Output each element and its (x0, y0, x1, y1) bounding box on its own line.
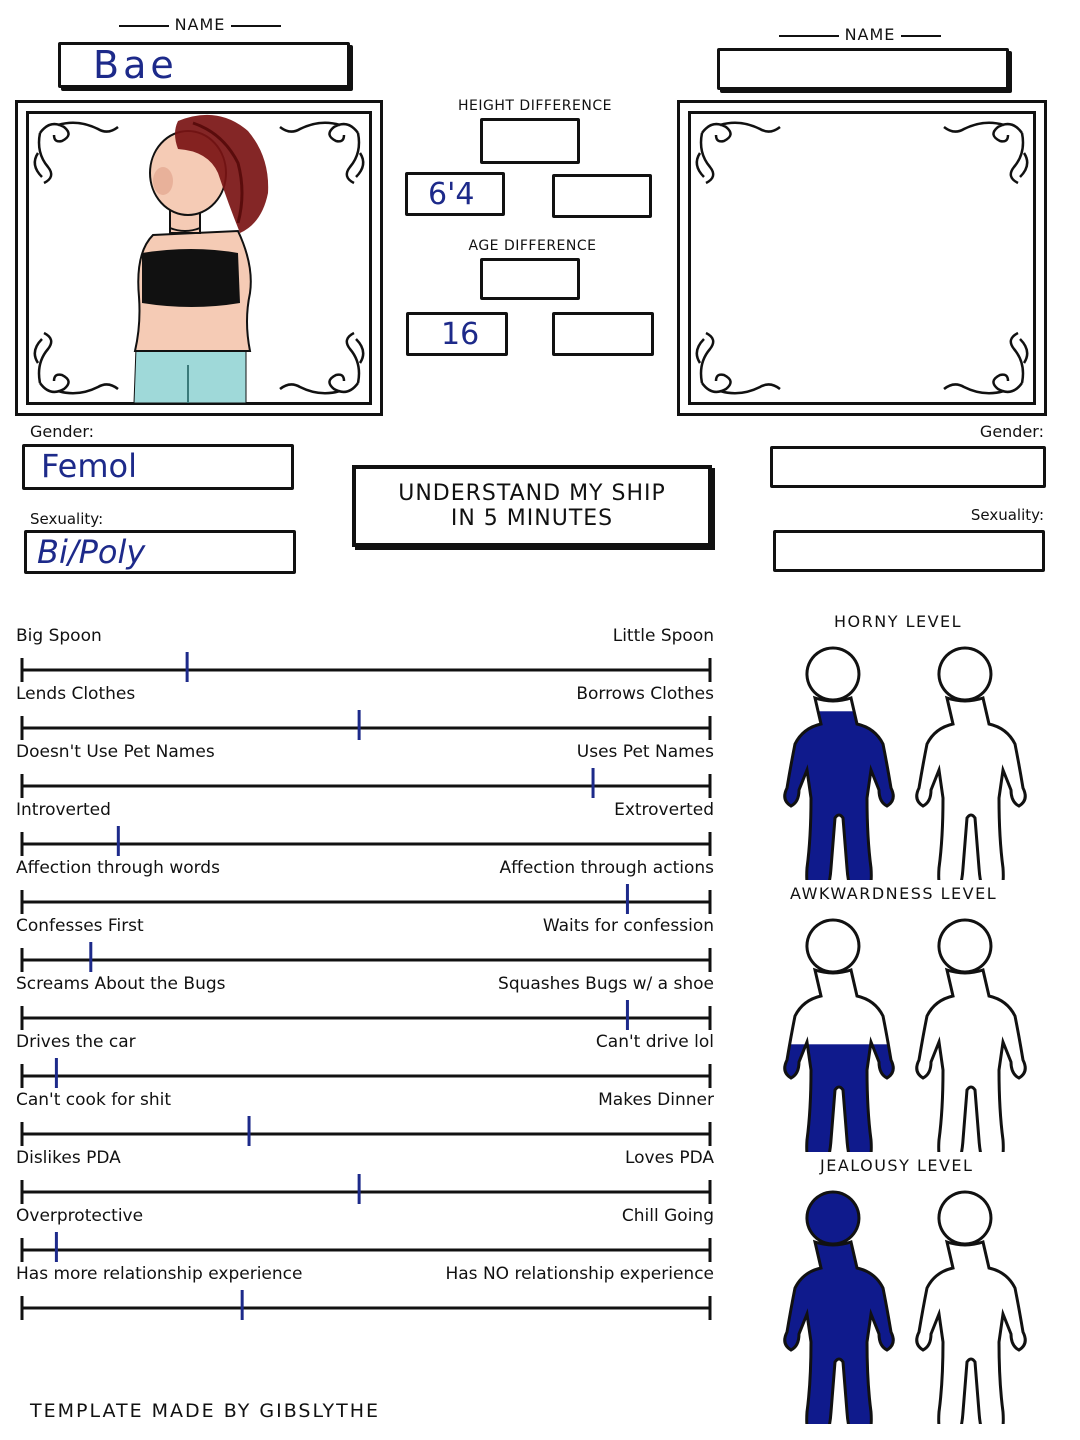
slider-left-label: Screams About the Bugs (16, 974, 226, 994)
left-gender-field[interactable] (22, 444, 294, 490)
left-name-heading (95, 15, 305, 34)
sheet-title-line1: UNDERSTAND MY SHIP (398, 480, 666, 506)
slider-track[interactable] (14, 880, 720, 916)
left-sexuality-field[interactable] (24, 530, 296, 574)
slider-right-label: Extroverted (614, 800, 714, 820)
slider-left-label: Affection through words (16, 858, 220, 878)
left-name-field[interactable] (58, 42, 350, 88)
slider-left-label: Has more relationship experience (16, 1264, 303, 1284)
age-left-value: 16 (441, 317, 480, 352)
slider-right-label: Squashes Bugs w/ a shoe (498, 974, 714, 994)
slider-track[interactable] (14, 1112, 720, 1148)
level-figure-right (900, 912, 1030, 1152)
slider-track[interactable] (14, 996, 720, 1032)
slider-left-label: Confesses First (16, 916, 144, 936)
left-sexuality-label: Sexuality: (30, 510, 104, 528)
slider-right-label: Makes Dinner (598, 1090, 714, 1110)
level-figure-left (768, 1184, 898, 1424)
slider-left-label: Big Spoon (16, 626, 102, 646)
slider-right-label: Has NO relationship experience (445, 1264, 714, 1284)
right-frame-ornaments (680, 103, 1044, 413)
level-figure-right (900, 1184, 1030, 1424)
slider-right-label: Borrows Clothes (576, 684, 714, 704)
slider-right-label: Uses Pet Names (576, 742, 714, 762)
slider-right-label: Loves PDA (624, 1148, 714, 1168)
sheet-title-line2: IN 5 MINUTES (450, 506, 614, 531)
height-center-box[interactable] (480, 118, 580, 164)
slider-left-label: Overprotective (16, 1206, 144, 1226)
left-portrait-frame (15, 100, 383, 416)
slider-right-label: Affection through actions (499, 858, 714, 878)
left-name-heading-text: NAME (174, 15, 226, 34)
slider-row (14, 1148, 720, 1204)
slider-row (14, 742, 720, 798)
right-portrait-frame (677, 100, 1047, 416)
character-portrait (18, 103, 380, 413)
slider-right-label: Can't drive lol (595, 1032, 714, 1052)
age-left-box[interactable] (406, 312, 508, 356)
slider-row (14, 1264, 720, 1320)
slider-track[interactable] (14, 706, 720, 742)
slider-row (14, 800, 720, 856)
slider-row (14, 1032, 720, 1088)
slider-track[interactable] (14, 764, 720, 800)
slider-track[interactable] (14, 648, 720, 684)
right-name-field[interactable] (717, 48, 1009, 90)
right-sexuality-field[interactable] (773, 530, 1045, 572)
slider-left-label: Dislikes PDA (16, 1148, 121, 1168)
right-name-heading (755, 25, 965, 44)
left-sexuality-value: Bi/Poly (37, 533, 146, 571)
slider-row (14, 684, 720, 740)
height-right-box[interactable] (552, 174, 652, 218)
slider-left-label: Lends Clothes (16, 684, 136, 704)
right-gender-label: Gender: (979, 422, 1044, 441)
slider-left-label: Drives the car (16, 1032, 136, 1052)
sheet-title (352, 465, 712, 547)
level-title: AWKWARDNESS LEVEL (790, 884, 998, 903)
height-left-box[interactable] (405, 172, 505, 216)
right-sexuality-label: Sexuality: (970, 506, 1044, 524)
age-center-box[interactable] (480, 258, 580, 300)
left-gender-label: Gender: (30, 422, 95, 441)
slider-left-label: Doesn't Use Pet Names (16, 742, 215, 762)
figure-body (785, 920, 894, 1152)
slider-right-label: Little Spoon (612, 626, 714, 646)
left-gender-value: Femol (41, 447, 137, 485)
slider-left-label: Can't cook for shit (16, 1090, 172, 1110)
slider-track[interactable] (14, 938, 720, 974)
slider-row (14, 1090, 720, 1146)
level-title: HORNY LEVEL (834, 612, 963, 631)
level-figure-left (768, 912, 898, 1152)
slider-row (14, 916, 720, 972)
age-right-box[interactable] (552, 312, 654, 356)
slider-row (14, 1206, 720, 1262)
slider-left-label: Introverted (16, 800, 111, 820)
slider-track[interactable] (14, 822, 720, 858)
figure-body (917, 1192, 1026, 1424)
slider-track[interactable] (14, 1170, 720, 1206)
slider-track[interactable] (14, 1054, 720, 1090)
age-heading: AGE DIFFERENCE (468, 238, 597, 254)
level-figure-right (900, 640, 1030, 880)
slider-track[interactable] (14, 1228, 720, 1264)
right-name-heading-text: NAME (844, 25, 896, 44)
slider-row (14, 858, 720, 914)
figure-body (917, 648, 1026, 880)
left-name-value: Bae (93, 43, 178, 87)
slider-row (14, 626, 720, 682)
template-credit: TEMPLATE MADE BY GIBSLYTHE (30, 1400, 381, 1422)
level-figure-left (768, 640, 898, 880)
height-heading: HEIGHT DIFFERENCE (458, 98, 612, 114)
level-title: JEALOUSY LEVEL (820, 1156, 974, 1175)
height-left-value: 6'4 (428, 177, 475, 212)
right-gender-field[interactable] (770, 446, 1046, 488)
figure-body (917, 920, 1026, 1152)
slider-right-label: Waits for confession (542, 916, 714, 936)
slider-right-label: Chill Going (621, 1206, 714, 1226)
slider-row (14, 974, 720, 1030)
slider-track[interactable] (14, 1286, 720, 1322)
